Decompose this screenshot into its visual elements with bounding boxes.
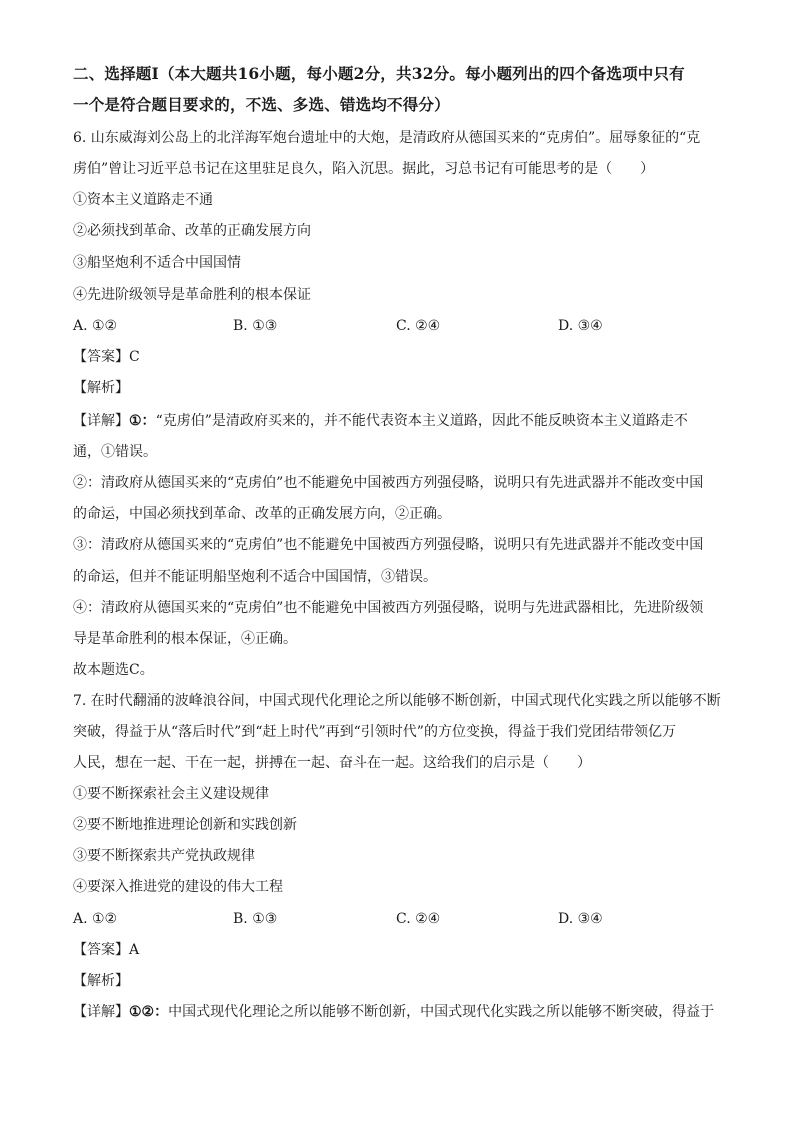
q6-detail-4-line1: ④：清政府从德国买来的“克虏伯”也不能避免中国被西方列强侵略，说明与先进武器相比，先进阶级领 [73, 600, 704, 616]
q6-options [73, 316, 728, 336]
q7-option-a: A. ①② [73, 911, 118, 927]
q7-analysis-label: 【解析】 [73, 973, 129, 989]
q7-answer: 【答案】A [73, 942, 140, 958]
q7-item-3: ③要不断探索共产党执政规律 [73, 848, 255, 864]
q6-option-d: D. ③④ [558, 318, 603, 334]
q6-stem-line1: 6. 山东威海刘公岛上的北洋海军炮台遗址中的大炮，是清政府从德国买来的“克虏伯”。屈辱象征的“克 [73, 130, 701, 146]
q7-detail-1-line1 [73, 1002, 728, 1022]
q6-item-4: ④先进阶级领导是革命胜利的根本保证 [73, 287, 311, 303]
q6-detail-1-text: “克虏伯”是清政府买来的，并不能代表资本主义道路，因此不能反映资本主义道路走不 [155, 413, 688, 429]
q7-item-2: ②要不断地推进理论创新和实践创新 [73, 817, 297, 833]
q7-item-1: ①要不断探索社会主义建设规律 [73, 786, 269, 802]
q6-detail-tag: 【详解】 [73, 413, 129, 429]
q6-detail-2-line1: ②：清政府从德国买来的“克虏伯”也不能避免中国被西方列强侵略，说明只有先进武器并不能改变中国 [73, 475, 704, 491]
q7-stem-line1: 7. 在时代翻涌的波峰浪谷间，中国式现代化理论之所以能够不断创新，中国式现代化实践之所以能够不断 [73, 693, 721, 709]
q7-stem-line3: 人民，想在一起、干在一起，拼搏在一起、奋斗在一起。这给我们的启示是（ ） [73, 755, 591, 771]
q6-detail-2-line2: 的命运，中国必须找到革命、改革的正确发展方向，②正确。 [73, 506, 451, 522]
q6-item-1: ①资本主义道路走不通 [73, 192, 213, 208]
q6-answer: 【答案】C [73, 349, 140, 365]
q7-options [73, 909, 728, 929]
q6-conclusion: 故本题选C。 [73, 662, 154, 678]
q6-analysis-label: 【解析】 [73, 380, 129, 396]
q6-option-b: B. ①③ [233, 318, 278, 334]
q7-detail-tag: 【详解】 [73, 1004, 129, 1020]
q7-option-d: D. ③④ [558, 911, 603, 927]
q7-item-4: ④要深入推进党的建设的伟大工程 [73, 879, 283, 895]
q6-detail-1-line1 [73, 411, 728, 431]
q7-stem-line2: 突破，得益于从“落后时代”到“赶上时代”再到“引领时代”的方位变换，得益于我们党团结带领亿万 [73, 724, 676, 740]
q6-detail-3-line2: 的命运，但并不能证明船坚炮利不适合中国国情，③错误。 [73, 569, 437, 585]
q7-option-c: C. ②④ [396, 911, 441, 927]
q6-stem-line2: 虏伯”曾让习近平总书记在这里驻足良久，陷入沉思。据此，习总书记有可能思考的是（ ） [73, 161, 655, 177]
q6-option-a: A. ①② [73, 318, 118, 334]
q6-item-3: ③船坚炮利不适合中国国情 [73, 255, 241, 271]
q6-detail-key: ①： [129, 413, 156, 429]
q6-option-c: C. ②④ [396, 318, 441, 334]
q7-detail-1-text: 中国式现代化理论之所以能够不断创新，中国式现代化实践之所以能够不断突破，得益于 [168, 1004, 715, 1020]
q7-detail-key: ①②： [129, 1004, 169, 1020]
q6-detail-4-line2: 导是革命胜利的根本保证，④正确。 [73, 631, 297, 647]
q7-option-b: B. ①③ [233, 911, 278, 927]
q6-item-2: ②必须找到革命、改革的正确发展方向 [73, 223, 311, 239]
section-title-line1: 二、选择题Ⅰ（本大题共16小题，每小题2分，共32分。每小题列出的四个备选项中只有 [73, 64, 685, 83]
q6-detail-1-line2: 通，①错误。 [73, 444, 157, 460]
section-title-line2: 一个是符合题目要求的，不选、多选、错选均不得分） [73, 95, 450, 114]
q6-detail-3-line1: ③：清政府从德国买来的“克虏伯”也不能避免中国被西方列强侵略，说明只有先进武器并不能改变中国 [73, 537, 704, 553]
